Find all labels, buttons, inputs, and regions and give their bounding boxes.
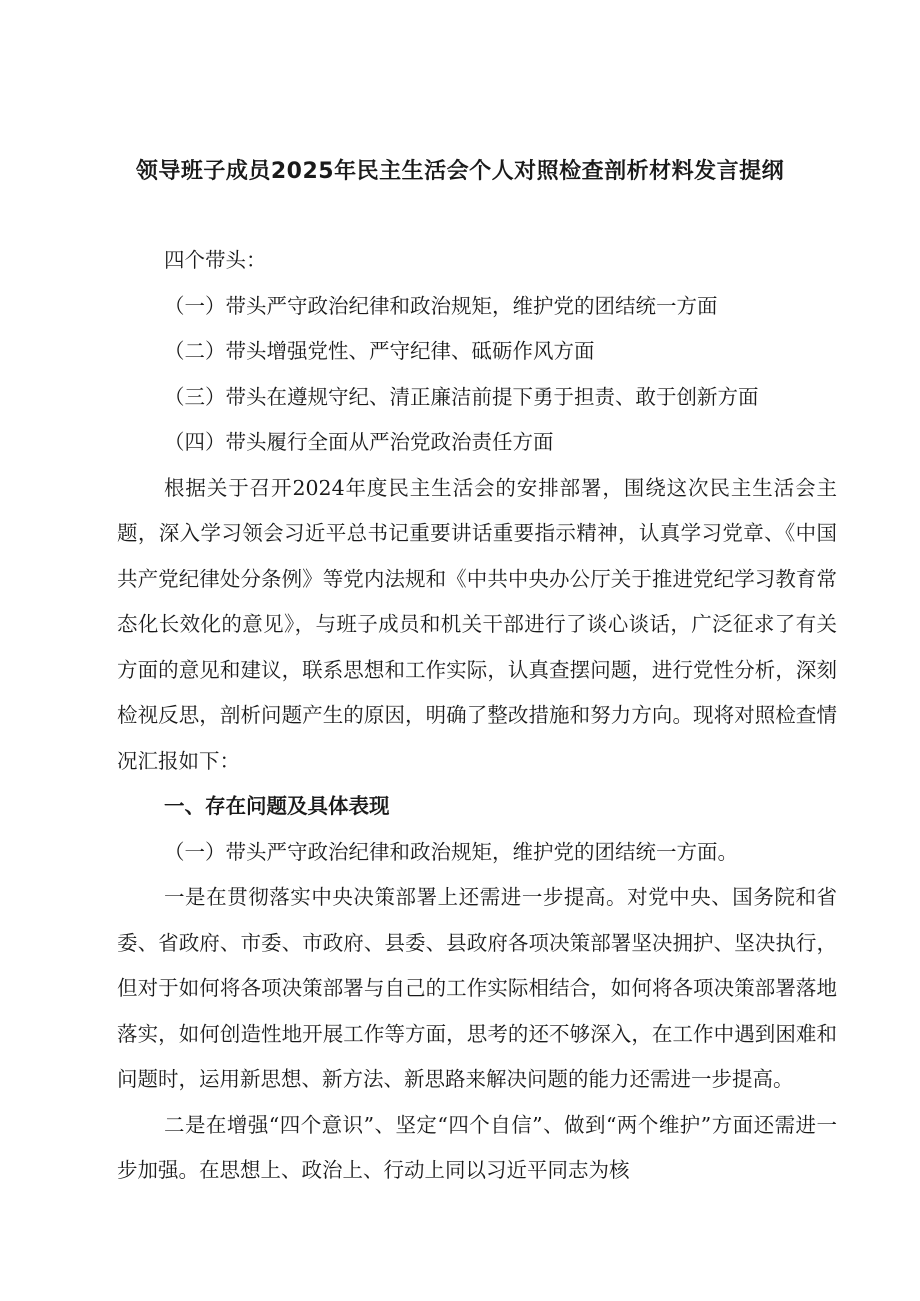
four-leads-item-3: （三）带头在遵规守纪、清正廉洁前提下勇于担责、敢于创新方面	[164, 384, 759, 409]
section-heading: 一、存在问题及具体表现	[164, 794, 390, 818]
subsection-heading-1: （一）带头严守政治纪律和政治规矩，维护党的团结统一方面。	[164, 839, 738, 864]
four-leads-item-2: （二）带头增强党性、严守纪律、砥砺作风方面	[164, 339, 595, 363]
point-paragraph-2: 二是在增强“四个意识”、坚定“四个自信”、做到“两个维护”方面还需进一步加强。在思想上、政治上、行动上同以习近平同志为核	[117, 1112, 837, 1182]
intro-label: 四个带头：	[164, 248, 267, 272]
document-body	[117, 238, 837, 1194]
four-leads-item-4: （四）带头履行全面从严治党政治责任方面	[164, 430, 554, 454]
document-title: 领导班子成员2025年民主生活会个人对照检查剖析材料发言提纲	[135, 159, 785, 184]
four-leads-item-1: （一）带头严守政治纪律和政治规矩，维护党的团结统一方面	[164, 293, 718, 318]
point-paragraph-1: 一是在贯彻落实中央决策部署上还需进一步提高。对党中央、国务院和省委、省政府、市委、市政府、县委、县政府各项决策部署坚决拥护、坚决执行，但对于如何将各项决策部署与自己的工作实际相结合，如何将各项决策部署落地落实，如何创造性地开展工作等方面，思考的还不够深入，在工作中遇到困难和问题时，运用新思想、新方法、新思路来解决问题的能力还需进一步提高。	[117, 885, 837, 1091]
opening-paragraph: 根据关于召开2024年度民主生活会的安排部署，围绕这次民主生活会主题，深入学习领会习近平总书记重要讲话重要指示精神，认真学习党章、《中国共产党纪律处分条例》等党内法规和《中共中央办公厅关于推进党纪学习教育常态化长效化的意见》，与班子成员和机关干部进行了谈心谈话，广泛征求了有关方面的意见和建议，联系思想和工作实际，认真查摆问题，进行党性分析，深刻检视反思，剖析问题产生的原因，明确了整改措施和努力方向。现将对照检查情况汇报如下：	[117, 475, 837, 773]
